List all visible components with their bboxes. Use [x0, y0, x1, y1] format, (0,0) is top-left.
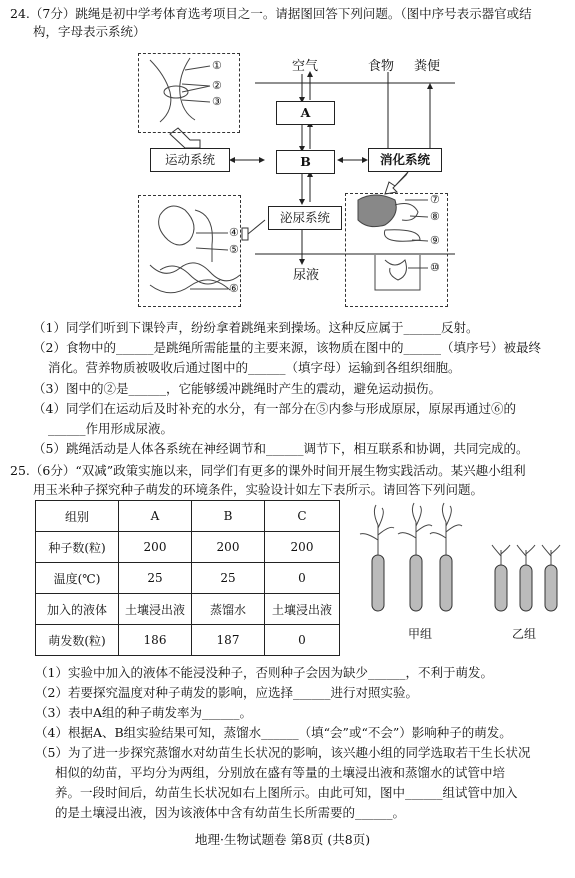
table-cell: 200: [192, 532, 265, 563]
q24-question-2b: 消化。营养物质被吸收后通过图中的______（填字母）运输到各组织细胞。: [48, 360, 461, 375]
digestive-system-box: 消化系统: [368, 148, 442, 172]
q24-question-4b: ______作用形成尿液。: [48, 421, 174, 436]
num-5: ⑤: [229, 243, 239, 256]
page-footer: 地理·生物试题卷 第8页 (共8页): [195, 832, 371, 847]
q25-question-1: （1）实验中加入的液体不能浸没种子，否则种子会因为缺少______，不利于萌发。: [35, 665, 493, 680]
table-cell: 186: [119, 625, 192, 656]
table-cell: 种子数(粒): [36, 532, 119, 563]
table-cell: 萌发数(粒): [36, 625, 119, 656]
system-a-box: A: [276, 101, 335, 125]
q24-question-4: （4）同学们在运动后及时补充的水分，有一部分在⑤内参与形成原尿，原尿再通过⑥的: [33, 401, 516, 416]
group-jia-label: 甲组: [408, 627, 433, 641]
num-4: ④: [229, 226, 239, 239]
num-2: ②: [212, 79, 222, 92]
q24-question-1: （1）同学们听到下课铃声，纷纷拿着跳绳来到操场。这种反应属于______反射。: [33, 320, 479, 335]
q25-question-5b: 相似的幼苗，平均分为两组，分别放在盛有等量的土壤浸出液和蒸馏水的试管中培: [55, 765, 506, 780]
label-air: 空气: [292, 59, 319, 74]
motor-system-box: 运动系统: [150, 148, 230, 172]
group-yi-label: 乙组: [512, 627, 537, 641]
q24-header: 24.（7分）跳绳是初中学考体育选考项目之一。请据图回答下列问题。（图中序号表示器官或结: [10, 6, 532, 21]
table-cell: 25: [119, 563, 192, 594]
q25-question-5d: 的是土壤浸出液，因为该液体中含有幼苗生长所需要的______。: [55, 805, 406, 820]
num-9: ⑨: [430, 234, 440, 247]
num-7: ⑦: [430, 193, 440, 206]
q25-question-2: （2）若要探究温度对种子萌发的影响，应选择______进行对照实验。: [35, 685, 418, 700]
num-10: ⑩: [430, 261, 440, 274]
q24-question-3: （3）图中的②是______，它能够缓冲跳绳时产生的震动，避免运动损伤。: [33, 381, 441, 396]
num-1: ①: [212, 59, 222, 72]
q25-question-5: （5）为了进一步探究蒸馏水对幼苗生长状况的影响，该兴趣小组的同学选取若干生长状况: [35, 745, 531, 760]
q24-header-2: 构，字母表示系统）: [33, 24, 146, 39]
q25-header: 25.（6分）“双减”政策实施以来，同学们有更多的课外时间开展生物实践活动。某兴趣小组利: [10, 463, 526, 478]
num-6: ⑥: [229, 282, 239, 295]
q25-header-2: 用玉米种子探究种子萌发的环境条件，实验设计如左下表所示。请回答下列问题。: [33, 482, 484, 497]
table-cell: B: [192, 501, 265, 532]
label-urine: 尿液: [293, 268, 320, 283]
table-cell: 187: [192, 625, 265, 656]
table-cell: 温度(℃): [36, 563, 119, 594]
q24-question-5: （5）跳绳活动是人体各系统在神经调节和______调节下，相互联系和协调，共同完成的。: [33, 441, 529, 456]
table-cell: 加入的液体: [36, 594, 119, 625]
table-cell: 200: [265, 532, 340, 563]
system-b-box: B: [276, 150, 335, 174]
num-8: ⑧: [430, 210, 440, 223]
table-cell: 蒸馏水: [192, 594, 265, 625]
table-cell: C: [265, 501, 340, 532]
table-cell: 200: [119, 532, 192, 563]
label-food: 食物: [368, 59, 395, 74]
urinary-system-box: 泌尿系统: [268, 206, 342, 230]
q25-question-3: （3）表中A组的种子萌发率为______。: [35, 705, 252, 720]
q24-question-2: （2）食物中的______是跳绳所需能量的主要来源，该物质在图中的______（填序号）被最终: [33, 340, 541, 355]
table-cell: 0: [265, 625, 340, 656]
table-cell: 0: [265, 563, 340, 594]
table-cell: 土壤浸出液: [119, 594, 192, 625]
table-cell: 25: [192, 563, 265, 594]
label-feces: 粪便: [414, 59, 441, 74]
num-3: ③: [212, 95, 222, 108]
table-cell: A: [119, 501, 192, 532]
table-cell: 组别: [36, 501, 119, 532]
table-cell: 土壤浸出液: [265, 594, 340, 625]
q25-question-5c: 养。一段时间后，幼苗生长状况如右上图所示。由此可知，图中______组试管中加入: [55, 785, 518, 800]
q25-question-4: （4）根据A、B组实验结果可知，蒸馏水______（填“会”或“不会”）影响种子的萌发。: [35, 725, 512, 740]
